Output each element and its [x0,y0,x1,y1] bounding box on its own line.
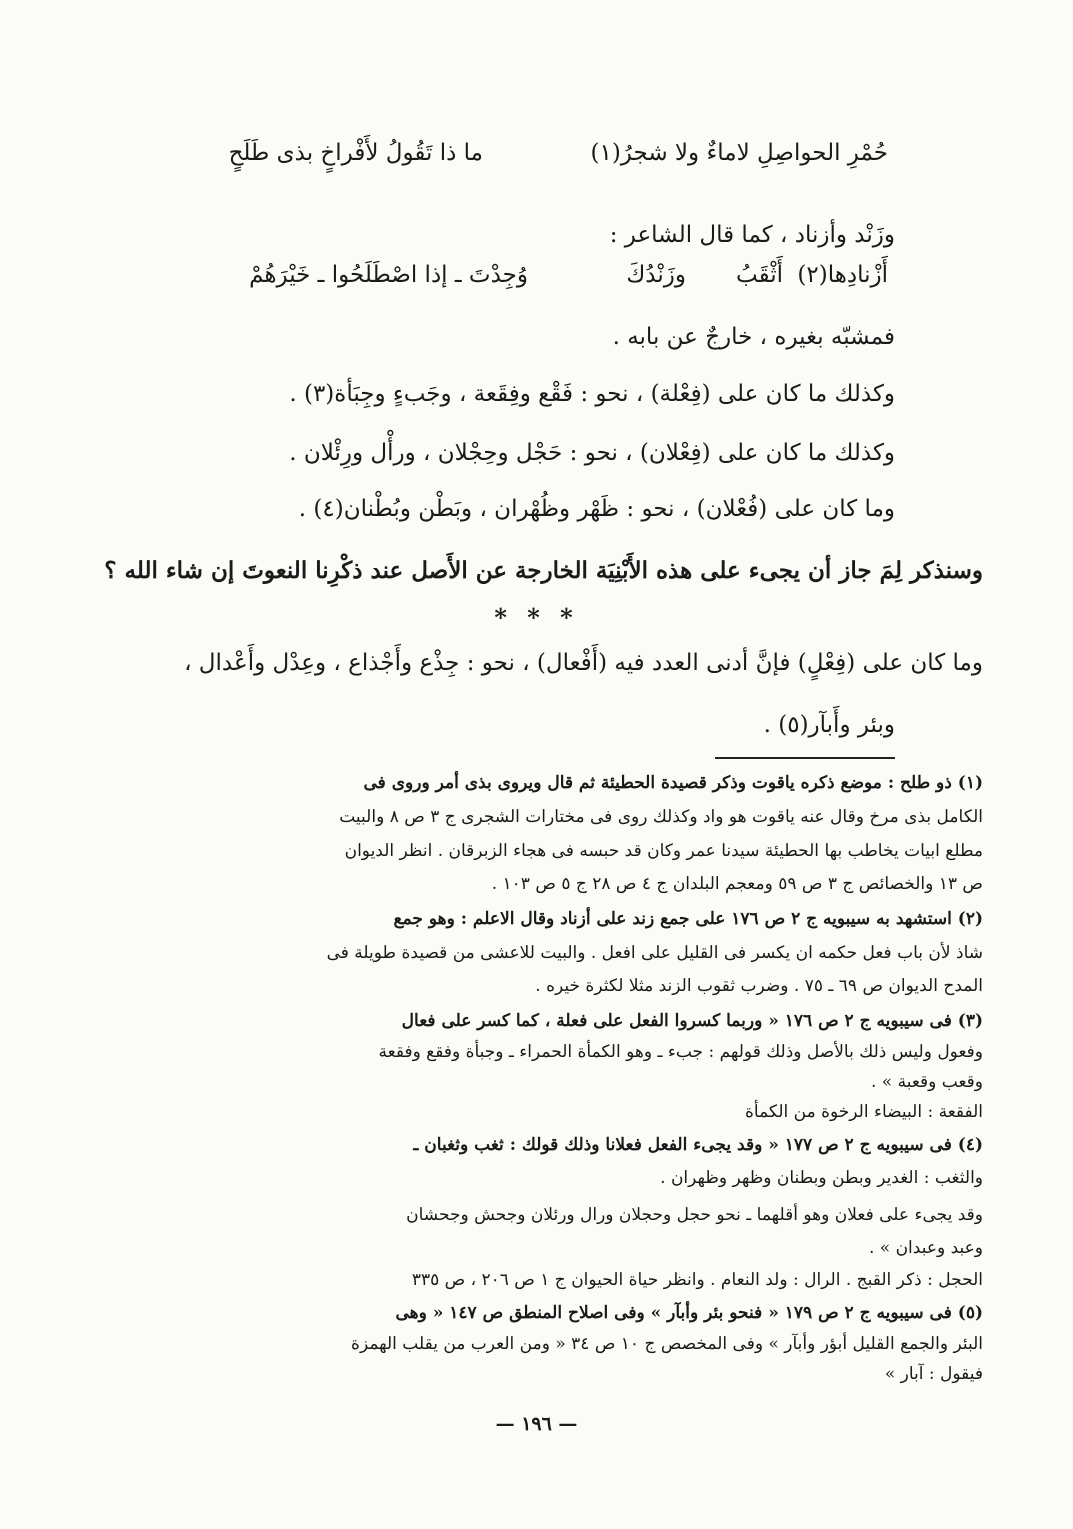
footnote-line: (٣) فى سيبويه ج ٢ ص ١٧٦ « وربما كسروا الفعل على فعلة ، كما كسر على فعال [401,1011,983,1031]
footnote-line: الحجل : ذكر القبج . الرال : ولد النعام . وانظر حياة الحيوان ج ١ ص ٢٠٦ ، ص ٣٣٥ [411,1270,983,1290]
footnote-line: والثغب : الغدير وبطن وبطنان وظهر وظهران . [660,1168,983,1188]
verse-2-word-athqab: أَثْقَبُ [735,262,783,288]
footnote-line: وقعب وقعبة » . [870,1072,983,1092]
verse-1-second-hemistich: حُمْرِ الحواصِلِ لاماءٌ ولا شجرُ(١) [590,140,888,166]
footnote-line: (٤) فى سيبويه ج ٢ ص ١٧٧ « وقد يجىء الفعل فعلانا وذلك قولك : ثغب وثغبان ـ [413,1135,983,1155]
body-line-famushabbah: فمشبّه بغيره ، خارجٌ عن بابه . [612,324,895,350]
footnote-line: (٢) استشهد به سيبويه ج ٢ ص ١٧٦ على جمع زند على أزناد وقال الاعلم : وهو جمع [393,909,983,929]
footnote-line: ص ١٣ والخصائص ج ٣ ص ٥٩ ومعجم البلدان ج ٤ ص ٢٨ ج ٥ ص ١٠٣ . [491,874,983,894]
footnote-line: وفعول وليس ذلك بالأصل وذلك قولهم : جبء ـ وهو الكمأة الحمراء ـ وجبأة وفقع وفقعة [378,1042,983,1062]
footnote-line: الفقعة : البيضاء الرخوة من الكمأة [745,1102,983,1122]
footnote-line: المدح الديوان ص ٦٩ ـ ٧٥ . وضرب ثقوب الزند مثلا لكثرة خيره . [535,976,983,996]
footnote-line: فيقول : آبار » [884,1364,983,1384]
footnote-line: (٥) فى سيبويه ج ٢ ص ١٧٩ « فنحو بئر وأبآر » وفى اصلاح المنطق ص ١٤٧ « وهى [395,1303,983,1323]
body-line-fiala: وكذلك ما كان على (فِعْلة) ، نحو : فَقْع وفِقَعة ، وجَبءٍ وجِبَأة(٣) . [289,381,895,407]
verse-2-first-hemistich: وُجِدْتَ ـ إذا اصْطَلَحُوا ـ خَيْرَهُمْ [249,262,528,288]
section-divider-stars: * * * [494,603,579,632]
footnote-separator-rule [715,757,895,759]
body-line-fulan: وما كان على (فُعْلان) ، نحو : ظَهْر وظُهْران ، وبَطْن وبُطْنان(٤) . [298,496,895,522]
body-line-filan: وكذلك ما كان على (فِعْلان) ، نحو : حَجْل وحِجْلان ، ورأْل ورِئْلان . [289,440,895,466]
verse-2-word-zanduka: وزَنْدُكَ [626,262,686,288]
footnote-line: البئر والجمع القليل أبؤر وأبآر » وفى المخصص ج ١٠ ص ٣٤ « ومن العرب من يقلب الهمزة [351,1334,983,1354]
body-line-sanadhkur: وسنذكر لِمَ جاز أن يجىء على هذه الأَبْنِيَة الخارجة عن الأَصل عند ذكْرِنا النعوتَ إن شاء الله ؟ [104,557,983,584]
footnote-line: شاذ لأن باب فعل حكمه ان يكسر فى القليل على افعل . والبيت للاعشى من قصيدة طويلة فى [326,943,983,963]
body-line-fil: وما كان على (فِعْلٍ) فإنَّ أدنى العدد فيه (أَفْعال) ، نحو : جِذْع وأَجْذاع ، وعِدْل وأَعْدال ، [184,650,983,676]
verse-2-word-aznadiha: أَزْنادِها(٢) [797,262,888,288]
footnote-line: وقد يجىء على فعلان وهو أقلهما ـ نحو حجل وحجلان ورال ورئلان وجحش وجحشان [406,1205,983,1225]
page-number: — ١٩٦ — [495,1413,578,1435]
footnote-line: الكامل بذى مرخ وقال عنه ياقوت هو واد وكذلك روى فى مختارات الشجرى ج ٣ ص ٨ والبيت [339,807,983,827]
body-line-bir: وبئر وأَبآر(٥) . [763,712,895,738]
body-line-zand: وزَنْد وأزناد ، كما قال الشاعر : [609,222,895,248]
footnote-line: وعبد وعبدان » . [868,1238,983,1258]
verse-1-first-hemistich: ما ذا تَقُولُ لأَفْراخٍ بذى طَلَحٍ [228,140,483,166]
footnote-line: مطلع ابيات يخاطب بها الحطيئة سيدنا عمر وكان قد حبسه فى هجاء الزبرقان . انظر الديوان [344,841,983,861]
footnote-line: (١) ذو طلح : موضع ذكره ياقوت وذكر قصيدة الحطيئة ثم قال ويروى بذى أمر وروى فى [363,773,983,793]
